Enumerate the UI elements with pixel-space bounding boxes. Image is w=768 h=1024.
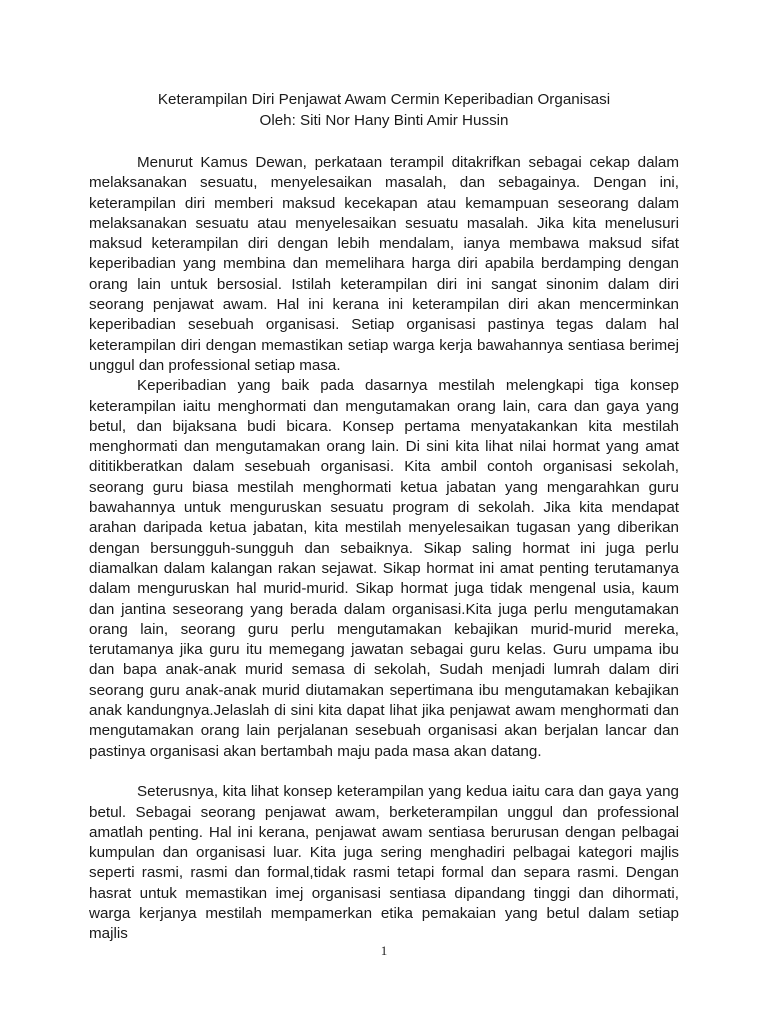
page-number: 1 (380, 943, 388, 958)
title-block (0, 89, 768, 131)
document-body (89, 153, 679, 945)
document-title: Keterampilan Diri Penjawat Awam Cermin Keperibadian Organisasi (157, 91, 611, 108)
paragraph: Keperibadian yang baik pada dasarnya mestilah melengkapi tiga konsep keterampilan iaitu menghormati dan mengutamakan orang lain, cara dan gaya yang betul, dan bijaksana budi bicara. Konsep pertama menyatakankan kita mestilah menghormati dan mengutamakan orang lain. Di sini kita lihat nilai hormat yang amat dititikberatkan dalam sesebuah organisasi. Kita ambil contoh organisasi sekolah, seorang guru biasa mestilah menghormati ketua jabatan yang mengarahkan guru bawahannya untuk menguruskan sesuatu program di sekolah. Jika kita mendapat arahan daripada ketua jabatan, kita mestilah menyelesaikan tugasan yang diberikan dengan bersungguh-sungguh dan sebaiknya. Sikap saling hormat ini juga perlu diamalkan dalam kalangan rakan sejawat. Sikap hormat ini amat penting terutamanya dalam menguruskan hal murid-murid. Sikap hormat juga tidak mengenal usia, kaum dan jantina seseorang yang berada dalam organisasi.Kita juga perlu mengutamakan orang lain, seorang guru perlu mengutamakan kebajikan murid-murid mereka, terutamanya jika guru itu memegang jawatan sebagai guru kelas. Guru umpama ibu dan bapa anak-anak murid semasa di sekolah, Sudah menjadi lumrah dalam diri seorang guru anak-anak murid diutamakan sepertimana ibu mengutamakan kebajikan anak kandungnya.Jelaslah di sini kita dapat lihat jika penjawat awam menghormati dan mengutamakan orang lain perjalanan sesebuah organisasi akan berjalan lancar dan pastinya organisasi akan bertambah maju pada masa akan datang. (89, 377, 679, 760)
paragraph: Seterusnya, kita lihat konsep keterampilan yang kedua iaitu cara dan gaya yang betul. Sebagai seorang penjawat awam, berketerampilan unggul dan professional amatlah penting. Hal ini kerana, penjawat awam sentiasa berurusan dengan pelbagai kumpulan dan organisasi luar. Kita juga sering menghadiri pelbagai kategori majlis seperti rasmi, rasmi dan formal,tidak rasmi tetapi formal dan separa rasmi. Dengan hasrat untuk memastikan imej organisasi sentiasa dipandang tinggi dan dihormati, warga kerjanya mestilah mempamerkan etika pemakaian yang betul dalam setiap majlis (89, 783, 679, 943)
paragraph: Menurut Kamus Dewan, perkataan terampil ditakrifkan sebagai cekap dalam melaksanakan sesuatu, menyelesaikan masalah, dan sebagainya. Dengan ini, keterampilan diri memberi maksud kecekapan atau kemampuan seseorang dalam melaksanakan sesuatu atau menyelesaikan sesuatu masalah. Jika kita menelusuri maksud keterampilan diri dengan lebih mendalam, ianya membawa maksud sifat keperibadian yang membina dan memelihara harga diri apabila berdamping dengan orang lain untuk bersosial. Istilah keterampilan diri ini sangat sinonim dalam diri seorang penjawat awam. Hal ini kerana ini keterampilan diri akan mencerminkan keperibadian sesebuah organisasi. Setiap organisasi pastinya tegas dalam hal keterampilan diri dengan memastikan setiap warga kerja bawahannya sentiasa berimej unggul dan professional setiap masa. (89, 154, 679, 374)
document-author: Oleh: Siti Nor Hany Binti Amir Hussin (259, 112, 509, 129)
